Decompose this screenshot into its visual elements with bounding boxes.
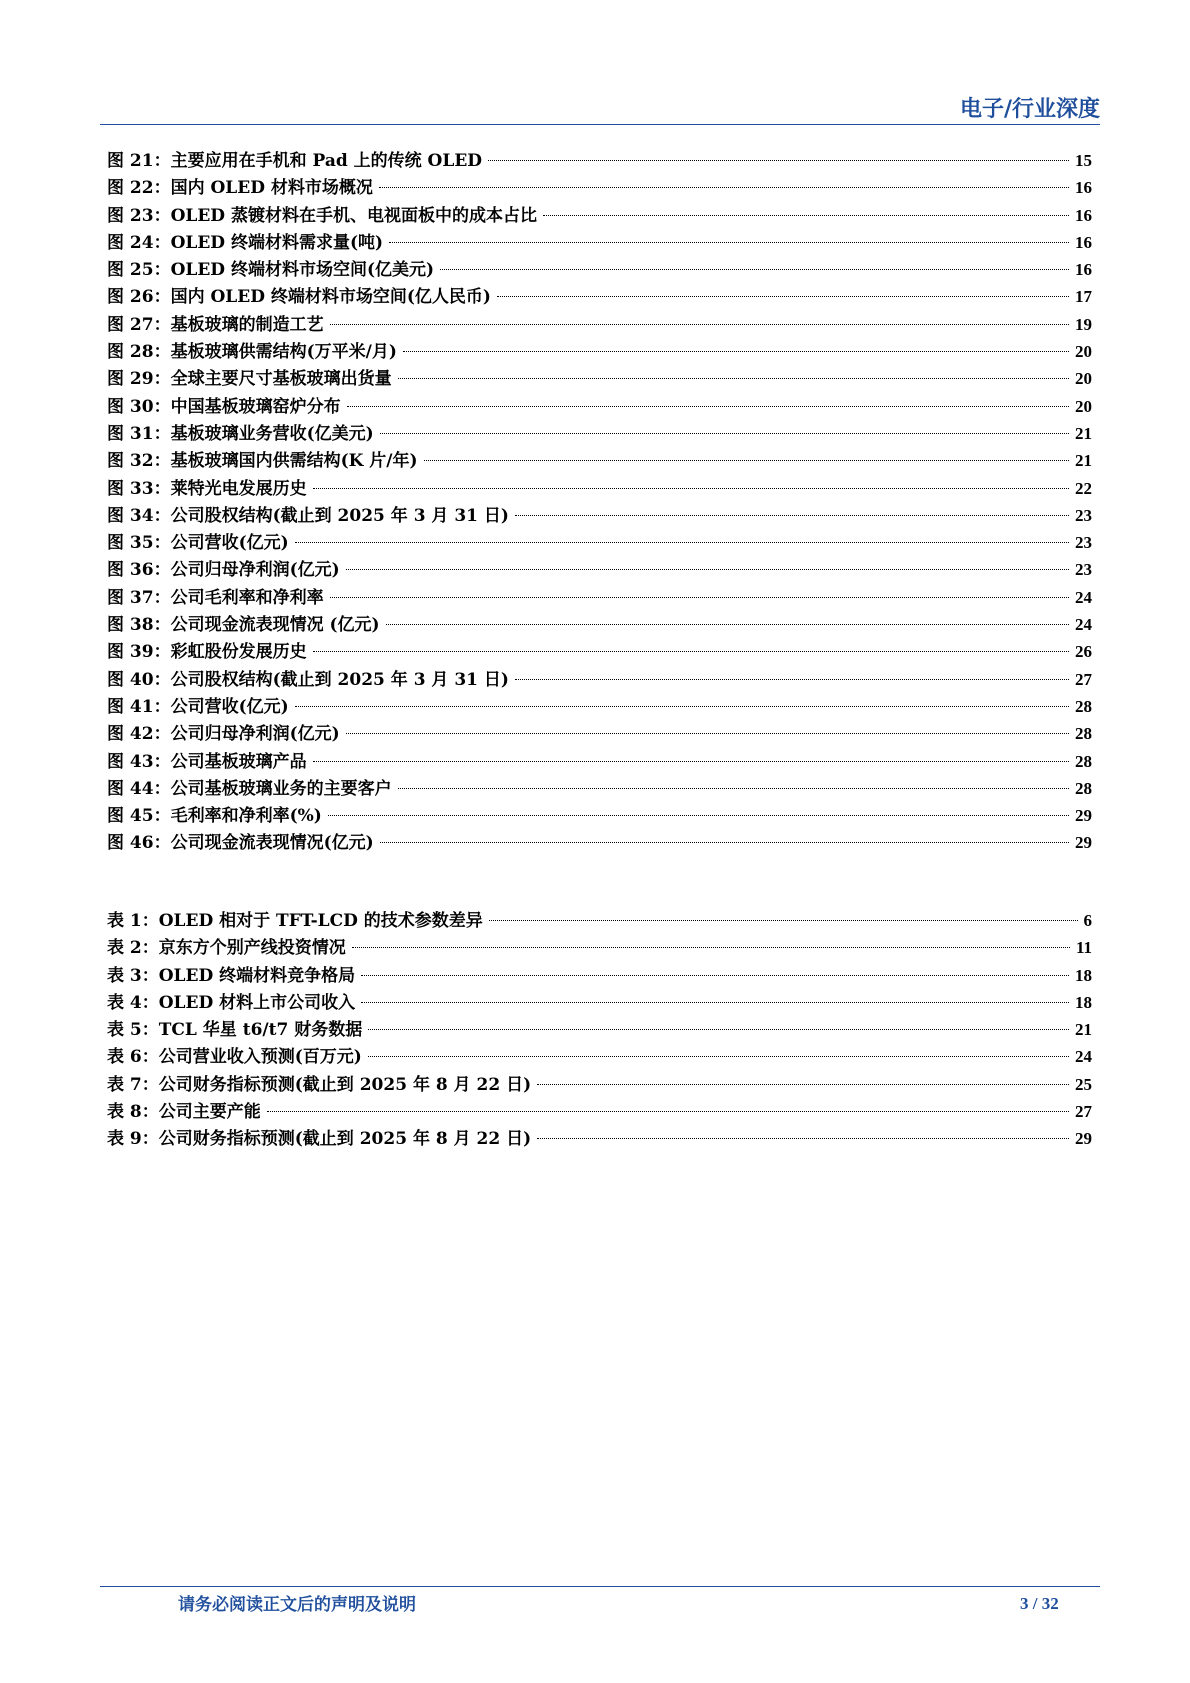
figure-entry[interactable] (107, 392, 1092, 419)
dot-leader (398, 788, 1069, 789)
figure-entry[interactable] (107, 201, 1092, 228)
figure-entry[interactable] (107, 173, 1092, 200)
dot-leader (497, 296, 1069, 297)
table-entry-page: 29 (1075, 1129, 1092, 1149)
table-entry-page: 21 (1075, 1020, 1092, 1040)
figure-entry[interactable] (107, 774, 1092, 801)
page-number: 3 / 32 (1020, 1594, 1059, 1613)
figure-entry[interactable] (107, 310, 1092, 337)
table-entry-label: 表 7：公司财务指标预测(截止到 2025 年 8 月 22 日) (107, 1074, 532, 1095)
figure-entry-page: 29 (1075, 806, 1092, 826)
dot-leader (537, 1084, 1069, 1085)
dot-leader (488, 160, 1069, 161)
figure-entry-page: 29 (1075, 833, 1092, 853)
dot-leader (368, 1056, 1069, 1057)
table-entry-page: 24 (1075, 1047, 1092, 1067)
figure-entry-label: 图 33：莱特光电发展历史 (107, 478, 307, 499)
figure-entry[interactable] (107, 282, 1092, 309)
figure-entry[interactable] (107, 747, 1092, 774)
figure-entry-page: 28 (1075, 696, 1092, 716)
figure-entry-label: 图 22：国内 OLED 材料市场概况 (107, 178, 373, 199)
figure-entry[interactable] (107, 692, 1092, 719)
figure-entry-label: 图 24：OLED 终端材料需求量(吨) (107, 232, 384, 253)
figure-entry[interactable] (107, 419, 1092, 446)
figure-entry-page: 20 (1075, 369, 1092, 389)
dot-leader (398, 378, 1069, 379)
dot-leader (403, 351, 1069, 352)
dot-leader (543, 215, 1069, 216)
figure-entry-label: 图 38：公司现金流表现情况 (亿元) (107, 615, 380, 636)
figure-entry-page: 28 (1075, 751, 1092, 771)
figure-entry[interactable] (107, 364, 1092, 391)
dot-leader (537, 1138, 1069, 1139)
dot-leader (379, 187, 1069, 188)
figure-entry-page: 16 (1075, 232, 1092, 252)
table-entry-label: 表 6：公司营业收入预测(百万元) (107, 1047, 362, 1068)
figure-entry-page: 21 (1075, 423, 1092, 443)
dot-leader (389, 242, 1069, 243)
header-divider (100, 124, 1100, 125)
table-entry[interactable] (107, 906, 1092, 933)
figure-entry[interactable] (107, 337, 1092, 364)
dot-leader (368, 1029, 1069, 1030)
dot-leader (330, 597, 1069, 598)
dot-leader (361, 975, 1069, 976)
figure-entry-label: 图 42：公司归母净利润(亿元) (107, 724, 340, 745)
figure-entry-label: 图 43：公司基板玻璃产品 (107, 751, 307, 772)
table-entry[interactable] (107, 933, 1092, 960)
table-entry-label: 表 2：京东方个别产线投资情况 (107, 938, 346, 959)
dot-leader (489, 920, 1078, 921)
figure-entry[interactable] (107, 610, 1092, 637)
figure-entry-page: 27 (1075, 669, 1092, 689)
figure-entry-page: 24 (1075, 615, 1092, 635)
figure-entry-page: 21 (1075, 451, 1092, 471)
figure-entry-label: 图 31：基板玻璃业务营收(亿美元) (107, 423, 374, 444)
table-entry-page: 25 (1075, 1074, 1092, 1094)
table-entry-label: 表 8：公司主要产能 (107, 1102, 261, 1123)
dot-leader (346, 733, 1069, 734)
table-entry[interactable] (107, 1124, 1092, 1151)
dot-leader (313, 651, 1069, 652)
figure-entry-label: 图 29：全球主要尺寸基板玻璃出货量 (107, 369, 392, 390)
table-entry-page: 27 (1075, 1102, 1092, 1122)
figure-entry-label: 图 40：公司股权结构(截止到 2025 年 3 月 31 日) (107, 669, 509, 690)
figure-entry[interactable] (107, 501, 1092, 528)
figure-entry-page: 23 (1075, 560, 1092, 580)
table-entry-label: 表 1：OLED 相对于 TFT-LCD 的技术参数差异 (107, 911, 483, 931)
figure-entry-page: 22 (1075, 478, 1092, 498)
header-title: 电子/行业深度 (959, 97, 1100, 122)
table-entry[interactable] (107, 1042, 1092, 1069)
dot-leader (328, 815, 1069, 816)
dot-leader (267, 1111, 1069, 1112)
figure-entry-page: 17 (1075, 287, 1092, 307)
figure-entry-page: 26 (1075, 642, 1092, 662)
dot-leader (515, 515, 1069, 516)
table-entry[interactable] (107, 988, 1092, 1015)
dot-leader (347, 406, 1069, 407)
figure-entry-label: 图 35：公司营收(亿元) (107, 533, 289, 554)
figure-entry-page: 16 (1075, 178, 1092, 198)
figure-entry-page: 20 (1075, 396, 1092, 416)
figure-entry[interactable] (107, 719, 1092, 746)
table-entry[interactable] (107, 1070, 1092, 1097)
table-entry-page: 11 (1075, 938, 1092, 958)
figure-entry[interactable] (107, 228, 1092, 255)
dot-leader (352, 947, 1070, 948)
dot-leader (295, 542, 1069, 543)
figure-entry[interactable] (107, 528, 1092, 555)
figure-entry-label: 图 41：公司营收(亿元) (107, 696, 289, 717)
figure-entry-page: 15 (1075, 151, 1092, 170)
figure-entry-label: 图 32：基板玻璃国内供需结构(K 片/年) (107, 451, 418, 472)
figure-entry-page: 24 (1075, 587, 1092, 607)
dot-leader (380, 433, 1069, 434)
table-entry-page: 18 (1075, 965, 1092, 985)
figure-entry-label: 图 30：中国基板玻璃窑炉分布 (107, 396, 341, 417)
figure-entry-page: 20 (1075, 342, 1092, 362)
figure-entry[interactable] (107, 446, 1092, 473)
dot-leader (386, 624, 1069, 625)
figure-entry[interactable] (107, 583, 1092, 610)
figure-entry-label: 图 34：公司股权结构(截止到 2025 年 3 月 31 日) (107, 505, 509, 526)
figure-entry-label: 图 46：公司现金流表现情况(亿元) (107, 833, 374, 854)
table-entry[interactable] (107, 1015, 1092, 1042)
figure-list (107, 146, 1092, 856)
figure-entry-label: 图 23：OLED 蒸镀材料在手机、电视面板中的成本占比 (107, 205, 537, 226)
figure-entry[interactable] (107, 828, 1092, 855)
figure-entry-page: 28 (1075, 778, 1092, 798)
table-entry-label: 表 5：TCL 华星 t6/t7 财务数据 (107, 1020, 363, 1041)
figure-entry[interactable] (107, 637, 1092, 664)
figure-entry[interactable] (107, 555, 1092, 582)
table-entry[interactable] (107, 1097, 1092, 1124)
figure-entry-page: 19 (1075, 314, 1092, 334)
figure-entry-page: 23 (1075, 533, 1092, 553)
figure-entry-label: 图 28：基板玻璃供需结构(万平米/月) (107, 342, 397, 363)
table-list (107, 906, 1092, 1152)
footer-disclaimer: 请务必阅读正文后的声明及说明 (178, 1595, 416, 1615)
dot-leader (346, 569, 1069, 570)
figure-entry-label: 图 39：彩虹股份发展历史 (107, 642, 307, 663)
table-entry-page: 6 (1083, 911, 1092, 930)
figure-entry-label: 图 26：国内 OLED 终端材料市场空间(亿人民币) (107, 287, 491, 308)
figure-entry-label: 图 44：公司基板玻璃业务的主要客户 (107, 778, 392, 799)
dot-leader (515, 679, 1069, 680)
table-entry[interactable] (107, 961, 1092, 988)
figure-entry-page: 23 (1075, 505, 1092, 525)
figure-entry-label: 图 25：OLED 终端材料市场空间(亿美元) (107, 260, 435, 281)
figure-entry-page: 16 (1075, 260, 1092, 280)
figure-entry[interactable] (107, 146, 1092, 173)
dot-leader (313, 761, 1069, 762)
dot-leader (424, 460, 1069, 461)
table-entry-label: 表 9：公司财务指标预测(截止到 2025 年 8 月 22 日) (107, 1129, 532, 1150)
figure-entry-label: 图 36：公司归母净利润(亿元) (107, 560, 340, 581)
figure-entry[interactable] (107, 255, 1092, 282)
table-entry-label: 表 4：OLED 材料上市公司收入 (107, 992, 356, 1013)
figure-entry[interactable] (107, 474, 1092, 501)
dot-leader (330, 324, 1069, 325)
figure-entry-label: 图 45：毛利率和净利率(%) (107, 806, 322, 827)
figure-entry[interactable] (107, 665, 1092, 692)
dot-leader (380, 842, 1069, 843)
footer-divider (100, 1586, 1100, 1587)
dot-leader (440, 269, 1069, 270)
figure-entry-page: 28 (1075, 724, 1092, 744)
dot-leader (361, 1002, 1069, 1003)
figure-entry-label: 图 21：主要应用在手机和 Pad 上的传统 OLED (107, 151, 483, 171)
table-entry-label: 表 3：OLED 终端材料竞争格局 (107, 965, 356, 986)
dot-leader (295, 706, 1069, 707)
figure-entry[interactable] (107, 801, 1092, 828)
figure-entry-label: 图 37：公司毛利率和净利率 (107, 587, 324, 608)
dot-leader (313, 488, 1069, 489)
figure-entry-label: 图 27：基板玻璃的制造工艺 (107, 314, 324, 335)
table-entry-page: 18 (1075, 992, 1092, 1012)
figure-entry-page: 16 (1075, 205, 1092, 225)
